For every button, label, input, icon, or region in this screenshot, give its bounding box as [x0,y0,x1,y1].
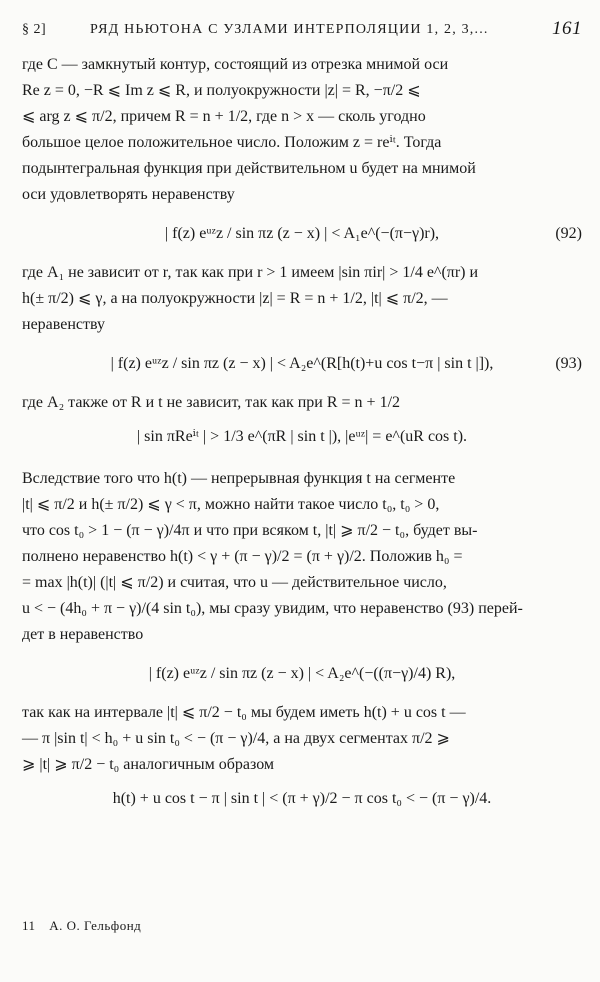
page-body [22,52,582,820]
text-line: оси удовлетворять неравенству [22,186,235,203]
equation-formula: | f(z) eᵘᶻz / sin πz (z − x) | < A₂e^(−((π−γ)/4) R), [148,665,456,682]
equation-number: (92) [555,225,582,242]
text-line: Вследствие того что h(t) — непрерывная функция t на сегменте [22,470,456,487]
equation-formula: | sin πReⁱᵗ | > 1/3 e^(πR | sin t |), |eᵘᶻ| = e^(uR cos t). [136,428,468,445]
text-line: так как на интервале |t| ⩽ π/2 − t₀ мы будем иметь h(t) + u cos t — [22,704,466,721]
text-line: где A₂ также от R и t не зависит, так как при R = n + 1/2 [22,394,401,411]
paragraph-continuity [22,466,582,648]
running-title: РЯД НЬЮТОНА С УЗЛАМИ ИНТЕРПОЛЯЦИИ 1, 2, 3,... [90,22,489,37]
text-line: ⩽ arg z ⩽ π/2, причем R = n + 1/2, где n > x — сколь угодно [22,108,426,125]
signature-mark: 11 [22,918,36,933]
running-header [22,14,582,44]
author-name: А. О. Гельфонд [49,918,142,933]
text-line: h(± π/2) ⩽ γ, а на полуокружности |z| = R = n + 1/2, |t| ⩽ π/2, — [22,290,448,307]
equation-formula: | f(z) eᵘᶻz / sin πz (z − x) | < A₁e^(−(π−γ)r), [164,225,440,242]
equation-last [22,782,582,816]
text-line: большое целое положительное число. Положим z = reⁱᵗ. Тогда [22,134,442,151]
text-line: ⩾ |t| ⩾ π/2 − t₀ аналогичным образом [22,756,275,773]
page-number: 161 [552,18,582,39]
text-line: подынтегральная функция при действительном u будет на мнимой [22,160,476,177]
equation-formula: | f(z) eᵘᶻz / sin πz (z − x) | < A₂e^(R[h(t)+u cos t−π | sin t |]), [110,355,494,372]
section-mark: § 2] [22,22,47,37]
text-line: где C — замкнутый контур, состоящий из отрезка мнимой оси [22,56,449,73]
equation-number: (93) [555,355,582,372]
equation-formula: h(t) + u cos t − π | sin t | < (π + γ)/2 − π cos t₀ < − (π − γ)/4. [112,790,492,807]
paragraph-contour [22,52,582,208]
text-line: |t| ⩽ π/2 и h(± π/2) ⩽ γ < π, можно найти такое число t₀, t₀ > 0, [22,496,440,513]
text-line: где A₁ не зависит от r, так как при r > 1 имеем |sin πir| > 1/4 e^(πr) и [22,264,479,281]
text-line: — π |sin t| < h₀ + u sin t₀ < − (π − γ)/4, а на двух сегментах π/2 ⩾ [22,730,450,747]
equation-final-estimate [22,652,582,696]
equation-93 [22,342,582,386]
text-line: неравенству [22,316,105,333]
paragraph-a2 [22,390,582,416]
text-line: = max |h(t)| (|t| ⩽ π/2) и считая, что u — действительное число, [22,574,447,591]
text-line: полнено неравенство h(t) < γ + (π − γ)/2 = (π + γ)/2. Положив h₀ = [22,548,463,565]
text-line: что cos t₀ > 1 − (π − γ)/4π и что при всяком t, |t| ⩾ π/2 − t₀, будет вы- [22,522,478,539]
text-line: дет в неравенство [22,626,144,643]
equation-92 [22,212,582,256]
text-line: u < − (4h₀ + π − γ)/(4 sin t₀), мы сразу увидим, что неравенство (93) перей- [22,600,523,617]
page-footer [22,918,141,934]
text-line: Re z = 0, −R ⩽ Im z ⩽ R, и полуокружности |z| = R, −π/2 ⩽ [22,82,421,99]
paragraph-interval [22,700,582,778]
paragraph-a1 [22,260,582,338]
equation-sin-estimate [22,420,582,454]
